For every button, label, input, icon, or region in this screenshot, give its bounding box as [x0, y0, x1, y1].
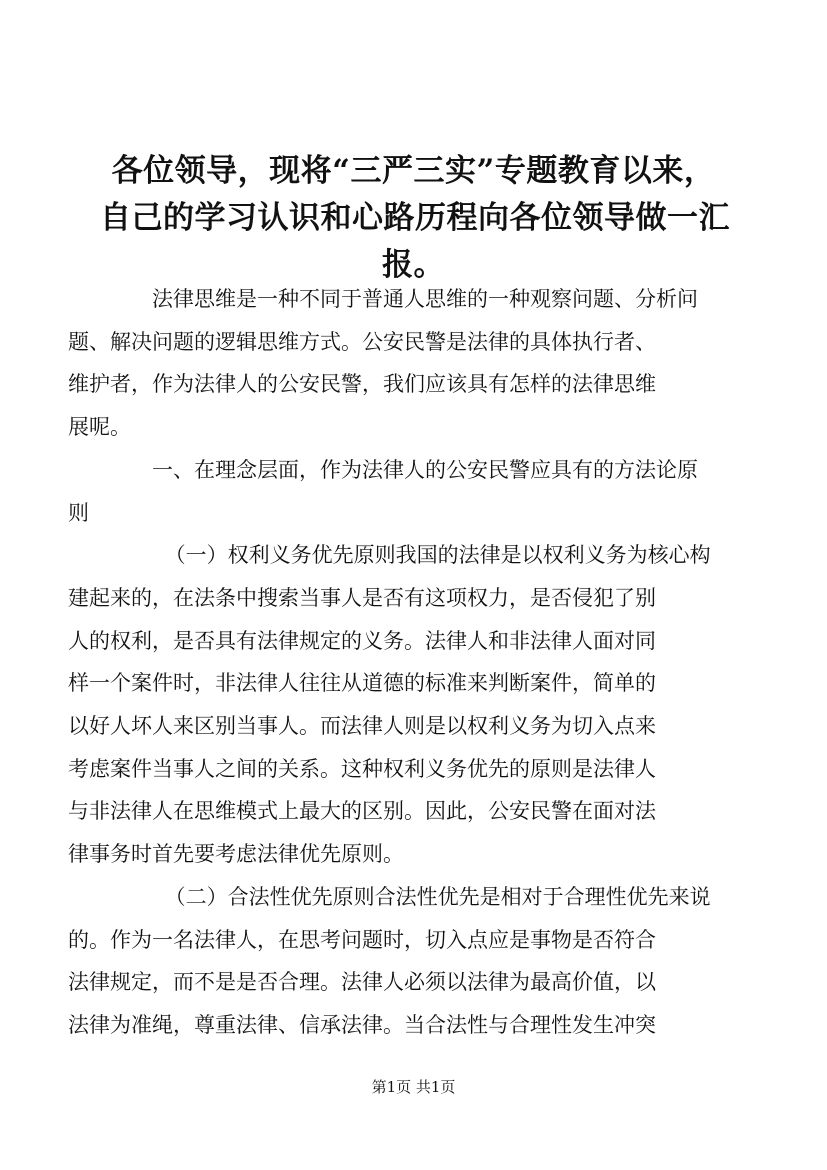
section-heading [68, 449, 722, 534]
text-line: 建起来的，在法条中搜索当事人是否有这项权力，是否侵犯了别 [68, 585, 656, 610]
document-title [100, 148, 730, 289]
text-line: 法律为准绳，尊重法律、信承法律。当合法性与合理性发生冲突 [68, 1012, 656, 1037]
text-line: 样一个案件时，非法律人往往从道德的标准来判断案件，简单的 [68, 671, 656, 696]
title-line: 报。 [382, 247, 445, 283]
document-body [68, 278, 722, 1047]
text-line: 则 [68, 500, 89, 525]
text-line: （一）权利义务优先原则我国的法律是以权利义务为核心构 [164, 543, 711, 568]
title-line: 自己的学习认识和心路历程向各位领导做一汇 [100, 200, 730, 236]
text-line: 展呢。 [68, 415, 131, 440]
text-line: 人的权利，是否具有法律规定的义务。法律人和非法律人面对同 [68, 628, 656, 653]
paragraph-legality-priority [68, 876, 722, 1047]
text-line: 与非法律人在思维模式上最大的区别。因此，公安民警在面对法 [68, 799, 656, 824]
paragraph-intro [68, 278, 722, 449]
text-line: （二）合法性优先原则合法性优先是相对于合理性优先来说 [164, 884, 711, 909]
text-line: 法律思维是一种不同于普通人思维的一种观察问题、分析问 [152, 287, 698, 311]
text-line: 一、在理念层面，作为法律人的公安民警应具有的方法论原 [152, 457, 698, 482]
text-line: 考虑案件当事人之间的关系。这种权利义务优先的原则是法律人 [68, 756, 656, 781]
page-footer: 第1页 共1页 [371, 1078, 456, 1096]
text-line: 以好人坏人来区别当事人。而法律人则是以权利义务为切入点来 [68, 714, 656, 739]
text-line: 题、解决问题的逻辑思维方式。公安民警是法律的具体执行者、 [68, 329, 656, 354]
title-line: 各位领导，现将“三严三实”专题教育以来， [111, 153, 716, 189]
text-line: 的。作为一名法律人，在思考问题时，切入点应是事物是否符合 [68, 927, 656, 952]
paragraph-rights-obligations [68, 534, 722, 876]
text-line: 维护者，作为法律人的公安民警，我们应该具有怎样的法律思维 [68, 372, 656, 397]
text-line: 律事务时首先要考虑法律优先原则。 [68, 842, 404, 867]
text-line: 法律规定，而不是是否合理。法律人必须以法律为最高价值，以 [68, 970, 656, 995]
